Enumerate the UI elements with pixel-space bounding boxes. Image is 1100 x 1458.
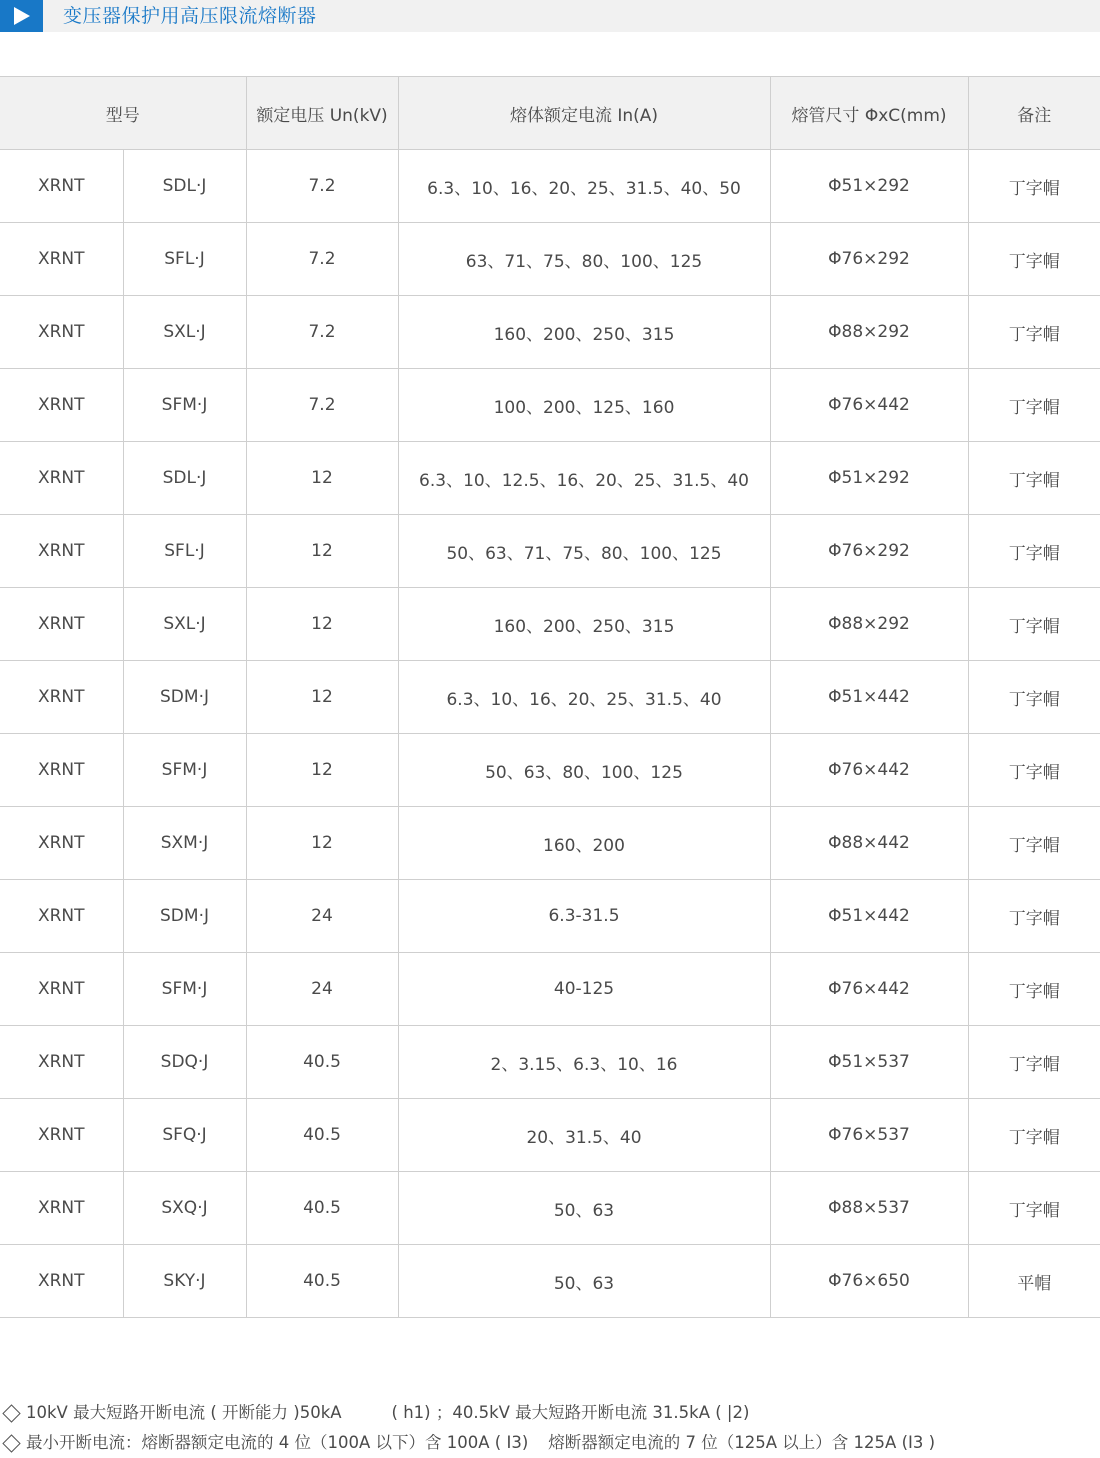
table-row <box>0 369 1100 442</box>
table-row <box>0 661 1100 734</box>
cell-model: SFL·J <box>123 515 246 588</box>
footnote-text: ( h1) ；40.5kV 最大短路开断电流 31.5kA ( |2) <box>391 1403 750 1422</box>
cell-size: Φ76×442 <box>770 369 968 442</box>
cell-note: 平帽 <box>968 1245 1100 1318</box>
cell-series: XRNT <box>0 1026 123 1099</box>
cell-note: 丁字帽 <box>968 442 1100 515</box>
cell-size: Φ88×537 <box>770 1172 968 1245</box>
cell-voltage: 24 <box>246 880 398 953</box>
cell-model: SFL·J <box>123 223 246 296</box>
cell-voltage: 7.2 <box>246 223 398 296</box>
cell-note: 丁字帽 <box>968 661 1100 734</box>
cell-series: XRNT <box>0 296 123 369</box>
footnote-min-breaking-current <box>0 1428 1100 1458</box>
cell-model: SDL·J <box>123 150 246 223</box>
cell-model: SDM·J <box>123 661 246 734</box>
footnote-breaking-capacity <box>0 1398 1100 1428</box>
cell-note: 丁字帽 <box>968 150 1100 223</box>
cell-size: Φ88×442 <box>770 807 968 880</box>
fuse-spec-table <box>0 76 1100 1318</box>
cell-voltage: 40.5 <box>246 1172 398 1245</box>
cell-model: SFM·J <box>123 734 246 807</box>
diamond-bullet-icon <box>2 1404 20 1422</box>
cell-series: XRNT <box>0 807 123 880</box>
table-row <box>0 734 1100 807</box>
header-voltage: 额定电压 Un(kV) <box>246 77 398 150</box>
cell-size: Φ76×292 <box>770 223 968 296</box>
header-current: 熔体额定电流 In(A) <box>398 77 770 150</box>
cell-series: XRNT <box>0 515 123 588</box>
cell-model: SDL·J <box>123 442 246 515</box>
cell-model: SDQ·J <box>123 1026 246 1099</box>
cell-current: 6.3、10、16、20、25、31.5、40 <box>398 661 770 734</box>
diamond-bullet-icon <box>2 1434 20 1452</box>
cell-note: 丁字帽 <box>968 880 1100 953</box>
cell-current: 160、200 <box>398 807 770 880</box>
cell-size: Φ51×442 <box>770 880 968 953</box>
cell-voltage: 12 <box>246 807 398 880</box>
header-note: 备注 <box>968 77 1100 150</box>
cell-note: 丁字帽 <box>968 1172 1100 1245</box>
section-title: 变压器保护用高压限流熔断器 <box>63 5 317 27</box>
table-row <box>0 807 1100 880</box>
cell-model: SXL·J <box>123 588 246 661</box>
cell-size: Φ51×292 <box>770 150 968 223</box>
cell-series: XRNT <box>0 880 123 953</box>
footnote-text: 熔断器额定电流的 7 位（125A 以上）含 125A (I3 ) <box>548 1433 936 1452</box>
cell-voltage: 12 <box>246 588 398 661</box>
cell-series: XRNT <box>0 953 123 1026</box>
cell-series: XRNT <box>0 1099 123 1172</box>
cell-model: SFM·J <box>123 953 246 1026</box>
cell-voltage: 7.2 <box>246 150 398 223</box>
table-row <box>0 442 1100 515</box>
cell-note: 丁字帽 <box>968 369 1100 442</box>
cell-size: Φ51×537 <box>770 1026 968 1099</box>
cell-series: XRNT <box>0 1245 123 1318</box>
cell-model: SKY·J <box>123 1245 246 1318</box>
cell-size: Φ76×442 <box>770 734 968 807</box>
cell-note: 丁字帽 <box>968 296 1100 369</box>
cell-size: Φ76×537 <box>770 1099 968 1172</box>
table-row <box>0 880 1100 953</box>
cell-voltage: 40.5 <box>246 1026 398 1099</box>
cell-voltage: 7.2 <box>246 296 398 369</box>
table-row <box>0 1172 1100 1245</box>
cell-voltage: 12 <box>246 515 398 588</box>
table-row <box>0 515 1100 588</box>
cell-current: 50、63、80、100、125 <box>398 734 770 807</box>
table-row <box>0 296 1100 369</box>
cell-current: 50、63、71、75、80、100、125 <box>398 515 770 588</box>
footnote-text: 最小开断电流：熔断器额定电流的 4 位（100A 以下）含 100A ( I3) <box>26 1433 529 1452</box>
cell-size: Φ88×292 <box>770 588 968 661</box>
cell-series: XRNT <box>0 150 123 223</box>
cell-model: SDM·J <box>123 880 246 953</box>
cell-series: XRNT <box>0 588 123 661</box>
cell-current: 2、3.15、6.3、10、16 <box>398 1026 770 1099</box>
table-header-row <box>0 77 1100 150</box>
cell-series: XRNT <box>0 223 123 296</box>
header-size: 熔管尺寸 ΦxC(mm) <box>770 77 968 150</box>
cell-note: 丁字帽 <box>968 1099 1100 1172</box>
footnotes <box>0 1398 1100 1458</box>
cell-series: XRNT <box>0 661 123 734</box>
table-row <box>0 223 1100 296</box>
cell-series: XRNT <box>0 734 123 807</box>
cell-current: 50、63 <box>398 1172 770 1245</box>
cell-note: 丁字帽 <box>968 953 1100 1026</box>
cell-series: XRNT <box>0 442 123 515</box>
cell-size: Φ51×292 <box>770 442 968 515</box>
cell-current: 63、71、75、80、100、125 <box>398 223 770 296</box>
cell-size: Φ88×292 <box>770 296 968 369</box>
cell-model: SFQ·J <box>123 1099 246 1172</box>
cell-note: 丁字帽 <box>968 1026 1100 1099</box>
cell-current: 20、31.5、40 <box>398 1099 770 1172</box>
cell-note: 丁字帽 <box>968 515 1100 588</box>
cell-voltage: 7.2 <box>246 369 398 442</box>
cell-note: 丁字帽 <box>968 223 1100 296</box>
cell-voltage: 40.5 <box>246 1245 398 1318</box>
cell-current: 160、200、250、315 <box>398 588 770 661</box>
cell-voltage: 24 <box>246 953 398 1026</box>
section-title-bar <box>0 0 1100 32</box>
cell-model: SXM·J <box>123 807 246 880</box>
cell-model: SXQ·J <box>123 1172 246 1245</box>
cell-voltage: 12 <box>246 442 398 515</box>
cell-current: 160、200、250、315 <box>398 296 770 369</box>
cell-note: 丁字帽 <box>968 588 1100 661</box>
cell-current: 100、200、125、160 <box>398 369 770 442</box>
table-row <box>0 1026 1100 1099</box>
header-model: 型号 <box>0 77 246 150</box>
cell-note: 丁字帽 <box>968 807 1100 880</box>
table-row <box>0 150 1100 223</box>
footnote-text: 10kV 最大短路开断电流 ( 开断能力 )50kA <box>26 1403 342 1422</box>
cell-current: 6.3、10、12.5、16、20、25、31.5、40 <box>398 442 770 515</box>
cell-voltage: 12 <box>246 734 398 807</box>
table-row <box>0 953 1100 1026</box>
play-arrow-icon <box>0 0 43 32</box>
cell-model: SXL·J <box>123 296 246 369</box>
cell-size: Φ76×442 <box>770 953 968 1026</box>
cell-current: 50、63 <box>398 1245 770 1318</box>
table-row <box>0 1245 1100 1318</box>
cell-size: Φ76×650 <box>770 1245 968 1318</box>
cell-current: 6.3-31.5 <box>398 880 770 953</box>
cell-current: 40-125 <box>398 953 770 1026</box>
cell-voltage: 12 <box>246 661 398 734</box>
cell-model: SFM·J <box>123 369 246 442</box>
table-row <box>0 1099 1100 1172</box>
cell-series: XRNT <box>0 369 123 442</box>
cell-note: 丁字帽 <box>968 734 1100 807</box>
cell-size: Φ76×292 <box>770 515 968 588</box>
cell-voltage: 40.5 <box>246 1099 398 1172</box>
cell-series: XRNT <box>0 1172 123 1245</box>
table-row <box>0 588 1100 661</box>
cell-size: Φ51×442 <box>770 661 968 734</box>
cell-current: 6.3、10、16、20、25、31.5、40、50 <box>398 150 770 223</box>
